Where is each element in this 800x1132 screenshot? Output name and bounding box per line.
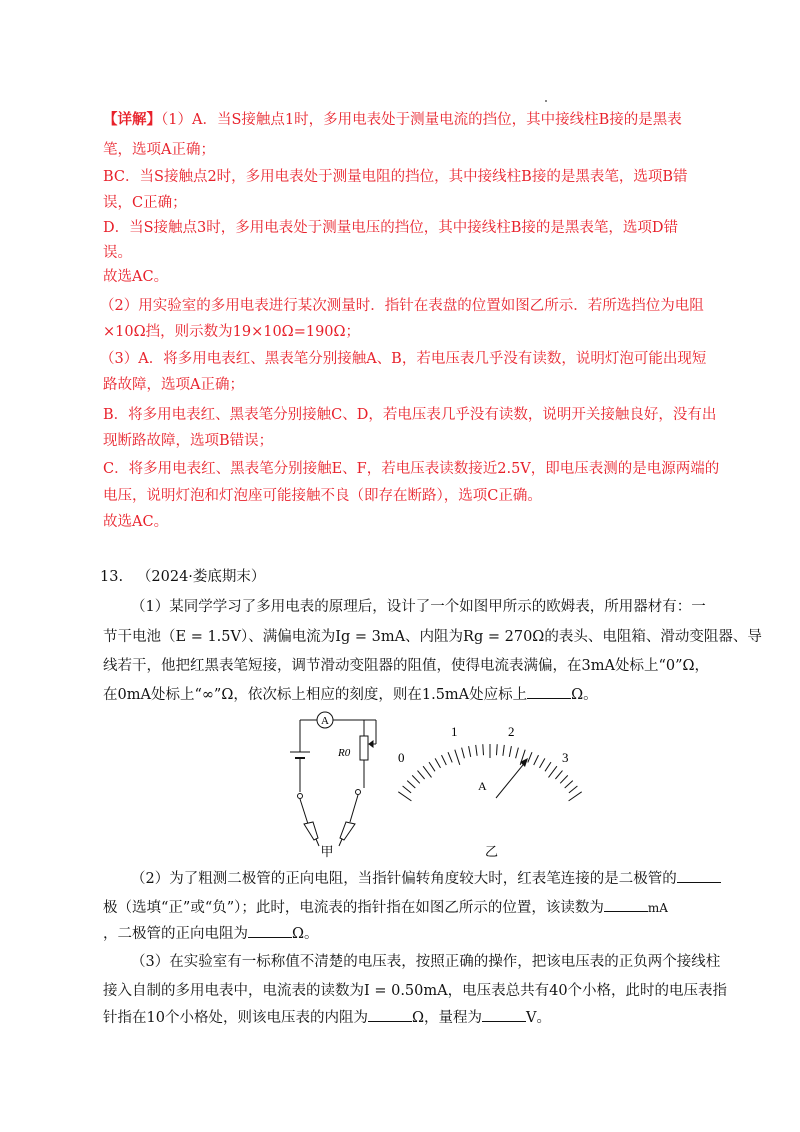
scale-tick [540, 758, 545, 768]
scale-tick [565, 781, 573, 788]
figure-yi-caption: 乙 [485, 844, 499, 859]
answer-blank-5[interactable] [368, 1007, 412, 1022]
q-part1-line-1: （1）某同学学习了多用电表的原理后，设计了一个如图甲所示的欧姆表，所用器材有：一 [131, 599, 706, 615]
question-source: （2024·娄底期末） [136, 569, 266, 585]
scale-tick [476, 745, 477, 756]
scale-tick [569, 786, 578, 793]
resistor-label: R0 [338, 747, 351, 759]
scale-tick [442, 755, 447, 765]
scale-tick-label-1: 1 [451, 724, 458, 739]
scale-tick [534, 755, 539, 765]
scale-tick [429, 762, 435, 771]
scale-tick [516, 748, 519, 759]
solution-line-16: 故选AC。 [103, 514, 169, 530]
needle-tip [520, 758, 528, 767]
answer-blank-1[interactable] [527, 684, 571, 699]
scale-tick [455, 750, 460, 765]
q-part3-line-1: （3）在实验室有一标称值不清楚的电压表，按照正确的操作，把该电压表的正负两个接线柱 [131, 954, 721, 970]
figures [280, 706, 600, 866]
solution-line-15: 电压，说明灯泡和灯泡座可能接触不良（即存在断路），选项C正确。 [103, 488, 542, 504]
solution-line-11: 路故障，选项A正确； [103, 377, 244, 393]
meter-needle [496, 760, 527, 798]
answer-blank-4[interactable] [248, 923, 292, 938]
solution-label: 【详解】 [103, 111, 161, 128]
q-part2-line-2: 极（选填“正”或“负”）；此时，电流表的指针指在如图乙所示的位置，该读数为 mA [103, 897, 668, 918]
scale-tick [462, 748, 465, 759]
question-header [100, 567, 265, 587]
figure-jia-circuit [290, 720, 376, 846]
solution-line-1: 【详解】（1）A．当S接触点1时，多用电表处于测量电流的挡位，其中接线柱B接的是黑表 [103, 111, 682, 128]
meter-unit-label: A [478, 779, 487, 793]
solution-line-6: 误。 [103, 245, 132, 261]
scale-tick [423, 766, 431, 777]
scale-tick [418, 771, 425, 779]
answer-blank-3[interactable] [604, 897, 648, 912]
scale-tick [528, 752, 532, 762]
q-part1-line-4: 在0mA处标上“∞”Ω，依次标上相应的刻度，则在1.5mA处应标上 Ω。 [103, 684, 598, 705]
scale-tick [407, 781, 415, 788]
solution-line-4: 误，C正确； [103, 195, 187, 211]
scale-tick [560, 775, 568, 783]
solution-line-7: 故选AC。 [103, 269, 169, 285]
scale-tick [483, 744, 484, 755]
q-part1-line-3: 线若干，他把红黑表笔短接，调节滑动变阻器的阻值，使得电流表满偏，在3mA处标上“0”Ω， [103, 658, 710, 674]
meter-scale [398, 744, 581, 801]
q-part3-line-2: 接入自制的多用电表中，电流表的读数为I = 0.50mA，电压表总共有40个小格，此时的电压表指 [103, 983, 728, 999]
solution-line-8: （2）用实验室的多用电表进行某次测量时．指针在表盘的位置如图乙所示．若所选挡位为电阻 [100, 298, 704, 314]
figure-jia-caption: 甲 [320, 844, 334, 859]
stray-dot [545, 100, 547, 102]
scale-tick-label-2: 2 [508, 724, 515, 739]
scale-tick [469, 746, 471, 757]
q-part2-line-3: ，二极管的正向电阻为 Ω。 [103, 923, 319, 944]
ammeter-label: A [321, 715, 329, 727]
scale-tick [555, 771, 562, 779]
scale-tick [412, 775, 420, 783]
scale-tick-label-0: 0 [398, 750, 405, 765]
answer-blank-2[interactable] [677, 868, 721, 883]
answer-blank-6[interactable] [482, 1007, 526, 1022]
solution-line-14: C．将多用电表红、黑表笔分别接触E、F，若电压表读数接近2.5V，即电压表测的是电源两端的 [103, 461, 720, 477]
scale-tick [509, 746, 511, 757]
solution-line-13: 现断路故障，选项B错误； [103, 433, 274, 449]
scale-tick [549, 766, 557, 777]
scale-tick [497, 744, 498, 755]
solution-line-10: （3）A．将多用电表红、黑表笔分别接触A、B，若电压表几乎没有读数，说明灯泡可能出现短 [100, 351, 707, 367]
solution-line-5: D．当S接触点3时，多用电表处于测量电压的挡位，其中接线柱B接的是黑表笔，选项D错 [103, 220, 679, 236]
scale-tick [398, 792, 411, 801]
scale-tick [435, 758, 440, 768]
scale-tick-label-3: 3 [562, 750, 569, 765]
scale-tick [403, 786, 412, 793]
scale-tick [545, 762, 551, 771]
solution-line-12: B．将多用电表红、黑表笔分别接触C、D，若电压表几乎没有读数，说明开关接触良好，没有出 [103, 407, 717, 423]
q-part1-line-2: 节干电池（E = 1.5V）、满偏电流为Ig = 3mA、内阻为Rg = 270Ω的表头、电阻箱、滑动变阻器、导 [103, 629, 762, 645]
q-part2-line-1: （2）为了粗测二极管的正向电阻，当指针偏转角度较大时，红表笔连接的是二极管的 [131, 868, 721, 889]
scale-tick [448, 752, 452, 762]
question-number: 13. [100, 569, 124, 585]
scale-tick [569, 792, 582, 801]
solution-line-2: 笔，选项A正确； [103, 142, 215, 158]
solution-line-3: BC．当S接触点2时，多用电表处于测量电阻的挡位，其中接线柱B接的是黑表笔，选项B错 [103, 169, 688, 185]
q-part3-line-3: 针指在10个小格处，则该电压表的内阻为 Ω，量程为 V。 [103, 1007, 551, 1028]
scale-tick [503, 745, 504, 756]
solution-line-9: ×10Ω挡，则示数为19×10Ω=190Ω； [103, 324, 361, 340]
